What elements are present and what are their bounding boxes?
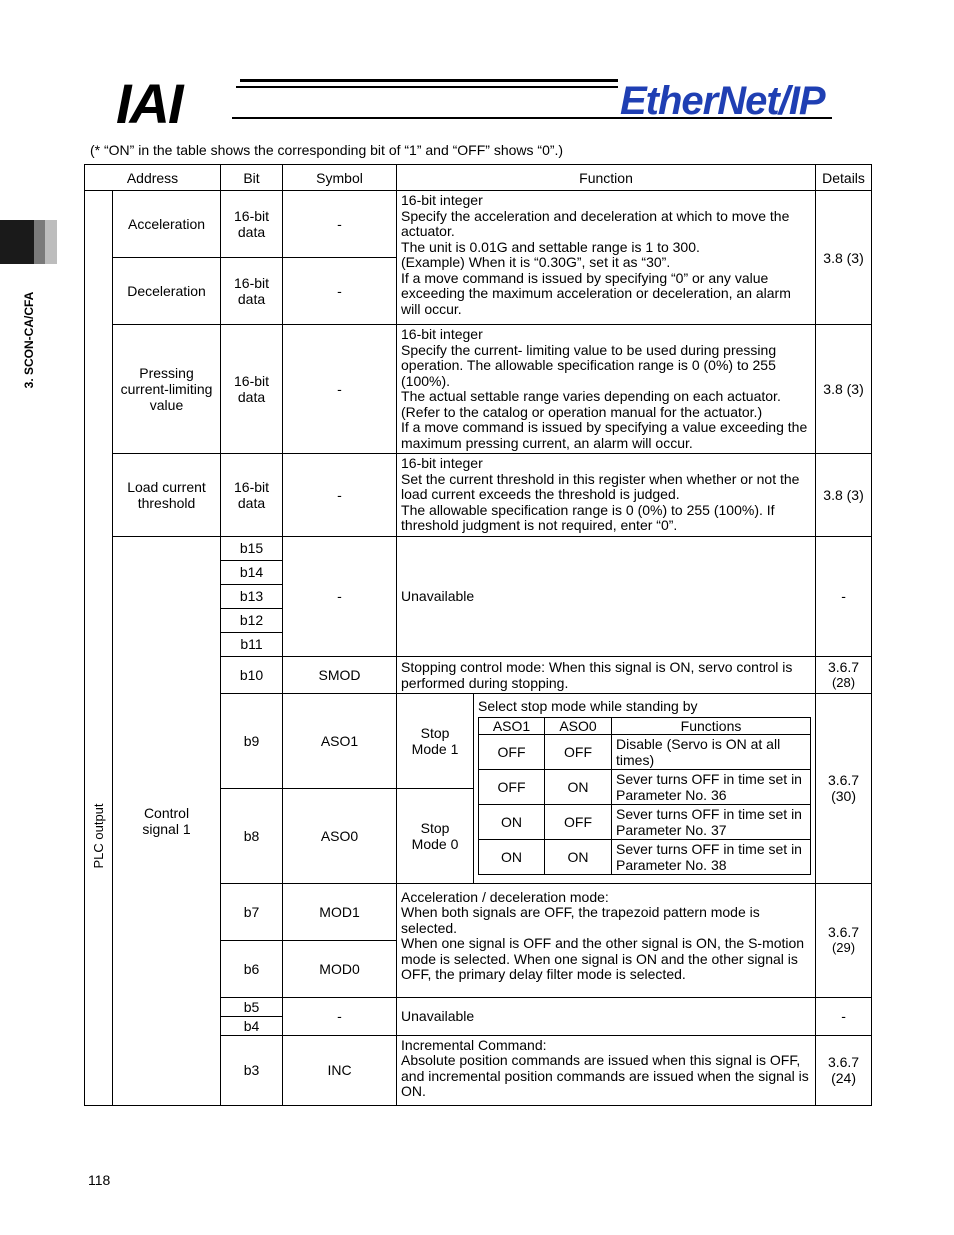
- stop-mode-row: [479, 804, 811, 839]
- function-line: Set the current threshold in this register when whether or not the load current exceeds the threshold is judged.: [401, 470, 800, 502]
- b5-b4-function: Unavailable: [397, 997, 816, 1035]
- stop-mode-aso0: OFF: [545, 734, 612, 769]
- function-line: 16-bit integer: [401, 455, 483, 471]
- row-load-current: [85, 454, 872, 537]
- deceleration-name: Deceleration: [113, 258, 221, 325]
- b10-function: Stopping control mode: When this signal is ON, servo control is performed during stopping.: [397, 656, 816, 693]
- function-line: 16-bit integer: [401, 192, 483, 208]
- acceleration-name: Acceleration: [113, 191, 221, 258]
- b10-details: [816, 656, 872, 693]
- stop-mode-aso0: OFF: [545, 804, 612, 839]
- header-function: Function: [397, 165, 816, 191]
- acceleration-symbol: -: [283, 191, 397, 258]
- stop-mode-fn: Sever turns OFF in time set in Parameter No. 36: [612, 769, 811, 804]
- stop-mode-header-row: [479, 717, 811, 734]
- stop-mode-caption: Select stop mode while standing by: [478, 697, 698, 714]
- stop-mode-fn: Sever turns OFF in time set in Parameter No. 38: [612, 839, 811, 874]
- b7-symbol: MOD1: [283, 883, 397, 940]
- bit-b5: b5: [221, 997, 283, 1016]
- function-line: Absolute position commands are issued when this signal is OFF, and incremental position commands are issued when the signal is ON.: [401, 1052, 809, 1099]
- function-line: When one signal is OFF and the other signal is ON, the S-motion mode is selected. When one signal is ON and the other signal is OFF, the primary delay filter mode is selected.: [401, 935, 805, 982]
- chapter-tab: [0, 220, 57, 264]
- load-current-symbol: -: [283, 454, 397, 537]
- b15-b11-symbol: -: [283, 536, 397, 656]
- table-header-row: [85, 165, 872, 191]
- row-b15: [85, 536, 872, 560]
- b15-b11-function: Unavailable: [397, 536, 816, 656]
- b8-stop-mode: Stop Mode 0: [397, 788, 474, 883]
- header-rule-top: [240, 79, 618, 82]
- bit-b15: b15: [221, 536, 283, 560]
- function-line: If a move command is issued by specifying a value exceeding the maximum pressing current, an alarm will occur.: [401, 419, 808, 451]
- load-current-details: 3.8 (3): [816, 454, 872, 537]
- stop-mode-row: [479, 769, 811, 804]
- stop-mode-aso1: OFF: [479, 734, 545, 769]
- pressing-name: Pressing current-limiting value: [113, 325, 221, 454]
- b3-symbol: INC: [283, 1035, 397, 1105]
- pressing-function: [397, 325, 816, 454]
- chapter-tab-dark: [0, 220, 34, 264]
- row-acceleration: [85, 191, 872, 258]
- mod-details-main: 3.6.7: [827, 924, 860, 940]
- stop-mode-fn: Disable (Servo is ON at all times): [612, 734, 811, 769]
- plc-output-cell: [85, 191, 113, 1106]
- function-line: Acceleration / deceleration mode:: [401, 888, 609, 905]
- b6-symbol: MOD0: [283, 940, 397, 997]
- load-current-name: Load current threshold: [113, 454, 221, 537]
- accel-decel-function: [397, 191, 816, 325]
- function-line: (Example) When it is “0.30G”, set it as “30”.: [401, 254, 671, 270]
- ethernet-ip-logo: EtherNet/IP: [620, 79, 825, 123]
- chapter-label: 3. SCON-CA/CFA: [22, 291, 36, 389]
- b15-b11-details: -: [816, 536, 872, 656]
- bit-b3: b3: [221, 1035, 283, 1105]
- stop-mode-header-aso1: ASO1: [479, 717, 545, 734]
- stop-mode-aso0: ON: [545, 769, 612, 804]
- row-pressing-current: [85, 325, 872, 454]
- stop-mode-row: [479, 734, 811, 769]
- function-line: (Refer to the catalog or operation manual for the actuator.): [401, 403, 763, 420]
- header-symbol: Symbol: [283, 165, 397, 191]
- chapter-tab-mid: [34, 220, 45, 264]
- pressing-symbol: -: [283, 325, 397, 454]
- control-signal-1: Control signal 1: [113, 536, 221, 1105]
- bit-b11: b11: [221, 632, 283, 656]
- b10-details-sub: (28): [831, 674, 856, 690]
- stop-mode-row: [479, 839, 811, 874]
- header-details: Details: [816, 165, 872, 191]
- pressing-details: 3.8 (3): [816, 325, 872, 454]
- bit-b10: b10: [221, 656, 283, 693]
- bit-b4: b4: [221, 1016, 283, 1035]
- bit-b13: b13: [221, 584, 283, 608]
- bit-b9: b9: [221, 693, 283, 788]
- mod-function: [397, 883, 816, 997]
- accel-decel-details: 3.8 (3): [816, 191, 872, 325]
- mod-details-sub: (29): [831, 940, 856, 955]
- stop-mode-aso0: ON: [545, 839, 612, 874]
- bit-b6: b6: [221, 940, 283, 997]
- bit-b8: b8: [221, 788, 283, 883]
- chapter-tab-light: [45, 220, 57, 264]
- stop-mode-header-aso0: ASO0: [545, 717, 612, 734]
- b10-symbol: SMOD: [283, 656, 397, 693]
- deceleration-symbol: -: [283, 258, 397, 325]
- header-bit: Bit: [221, 165, 283, 191]
- pressing-bit: 16-bit data: [221, 325, 283, 454]
- stop-mode-aso1: OFF: [479, 769, 545, 804]
- bit-b12: b12: [221, 608, 283, 632]
- b9-stop-mode: Stop Mode 1: [397, 693, 474, 788]
- stop-mode-fn: Sever turns OFF in time set in Parameter No. 37: [612, 804, 811, 839]
- b3-function: [397, 1035, 816, 1105]
- header-address: Address: [85, 165, 221, 191]
- plc-output-label: PLC output: [91, 803, 106, 869]
- b5-b4-symbol: -: [283, 997, 397, 1035]
- b10-details-main: 3.6.7: [827, 658, 860, 675]
- b9-symbol: ASO1: [283, 693, 397, 788]
- table-note: (* “ON” in the table shows the corresponding bit of “1” and “OFF” shows “0”.): [90, 142, 564, 158]
- function-line: Specify the acceleration and deceleration at which to move the actuator.: [401, 207, 790, 239]
- function-line: Incremental Command:: [401, 1036, 547, 1053]
- stop-mode-header-functions: Functions: [612, 717, 811, 734]
- load-current-function: [397, 454, 816, 537]
- function-line: The actual settable range varies depending on each actuator.: [401, 388, 781, 404]
- b3-details: 3.6.7 (24): [816, 1035, 872, 1105]
- function-line: Specify the current- limiting value to be used during pressing operation. The allowable specification range is 0 (0%) to 255 (100%).: [401, 341, 777, 389]
- stop-mode-table: [478, 717, 811, 875]
- plc-output-table: [84, 164, 872, 1106]
- iai-logo: IAI: [116, 72, 182, 135]
- load-current-bit: 16-bit data: [221, 454, 283, 537]
- function-line: The allowable specification range is 0 (0%) to 255 (100%). If threshold judgment is not required, enter “0”.: [401, 501, 775, 533]
- stop-mode-box: [474, 693, 816, 883]
- deceleration-bit: 16-bit data: [221, 258, 283, 325]
- acceleration-bit: 16-bit data: [221, 191, 283, 258]
- function-line: When both signals are OFF, the trapezoid pattern mode is selected.: [401, 904, 760, 936]
- header-rule-mid: [236, 86, 618, 88]
- function-line: The unit is 0.01G and settable range is 1 to 300.: [401, 238, 700, 255]
- bit-b14: b14: [221, 560, 283, 584]
- page-number: 118: [88, 1172, 111, 1188]
- stop-mode-details: 3.6.7 (30): [816, 693, 872, 883]
- mod-details: [816, 883, 872, 997]
- bit-b7: b7: [221, 883, 283, 940]
- function-line: 16-bit integer: [401, 326, 483, 342]
- b8-symbol: ASO0: [283, 788, 397, 883]
- b5-b4-details: -: [816, 997, 872, 1035]
- function-line: If a move command is issued by specifying “0” or any value exceeding the maximum acceleration or deceleration, an alarm will occur.: [401, 269, 791, 317]
- stop-mode-aso1: ON: [479, 839, 545, 874]
- stop-mode-aso1: ON: [479, 804, 545, 839]
